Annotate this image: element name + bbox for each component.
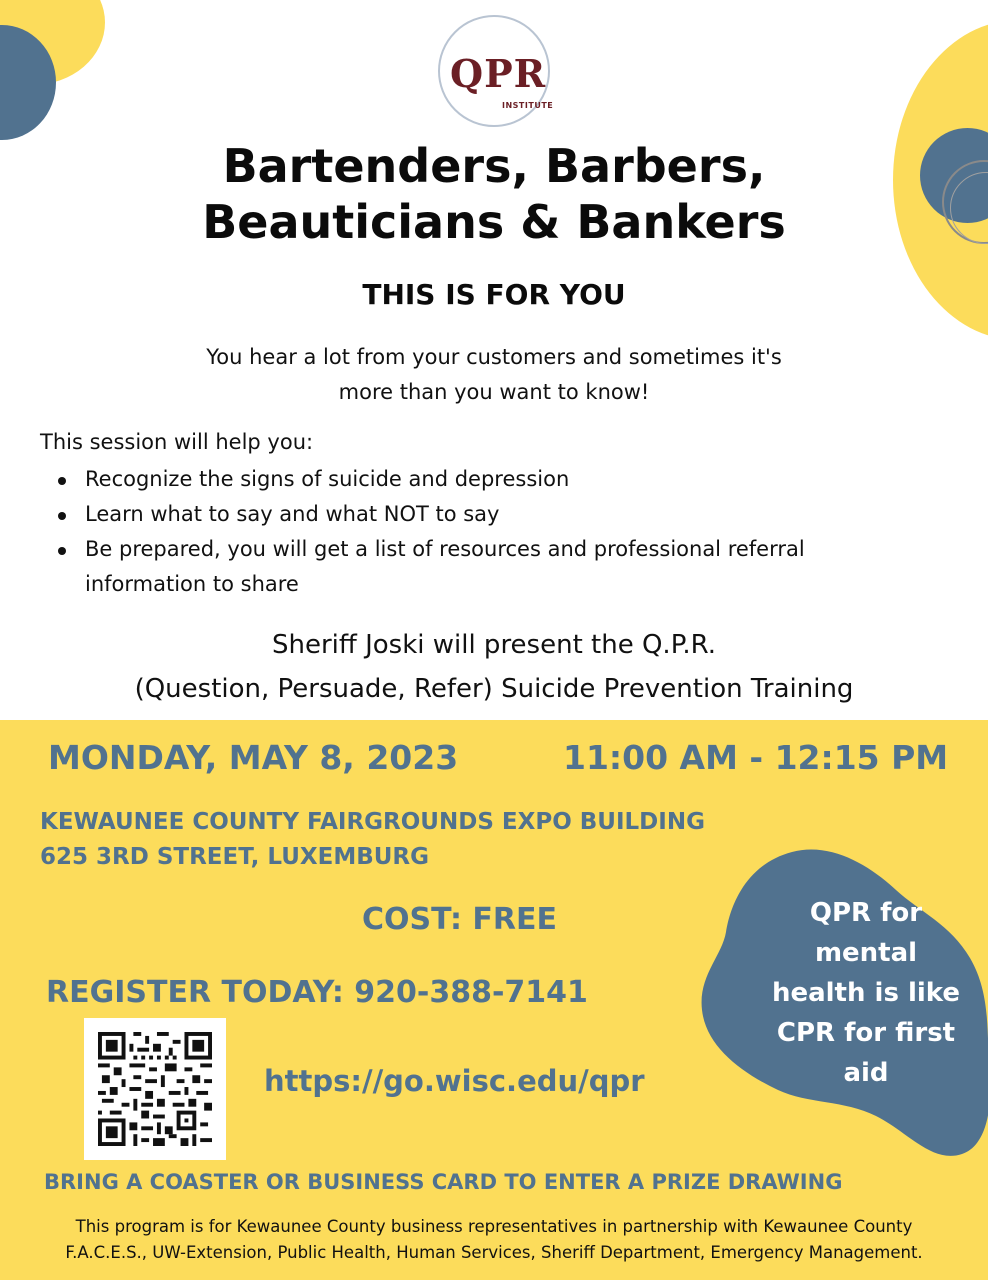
callout-line: CPR for first bbox=[776, 1018, 956, 1048]
event-time: 11:00 AM - 12:15 PM bbox=[563, 738, 949, 777]
presenter-text bbox=[0, 623, 988, 711]
bullet-item: Recognize the signs of suicide and depression bbox=[58, 462, 878, 497]
bullet-item: Be prepared, you will get a list of resources and professional referral information to share bbox=[58, 532, 878, 602]
venue-address: 625 3RD STREET, LUXEMBURG bbox=[40, 844, 430, 870]
callout-line: aid bbox=[843, 1058, 889, 1088]
page-title bbox=[0, 138, 988, 250]
presenter-line: Sheriff Joski will present the Q.P.R. bbox=[272, 630, 716, 660]
footer-partners bbox=[0, 1214, 988, 1266]
intro-line: more than you want to know! bbox=[338, 380, 650, 404]
register-phone: REGISTER TODAY: 920-388-7141 bbox=[46, 975, 588, 1010]
event-cost: COST: FREE bbox=[362, 902, 557, 937]
logo-main-text: QPR bbox=[450, 51, 547, 96]
presenter-line: (Question, Persuade, Refer) Suicide Prevention Training bbox=[134, 674, 854, 704]
qr-code-graphic bbox=[98, 1032, 212, 1146]
qr-code-icon[interactable] bbox=[84, 1018, 226, 1160]
intro-line: You hear a lot from your customers and sometimes it's bbox=[206, 345, 782, 369]
event-venue bbox=[40, 805, 705, 875]
prize-drawing-note: BRING A COASTER OR BUSINESS CARD TO ENTER A PRIZE DRAWING bbox=[44, 1170, 843, 1194]
page-subtitle: THIS IS FOR YOU bbox=[362, 278, 626, 311]
callout-line: mental bbox=[814, 938, 918, 968]
bullet-item: Learn what to say and what NOT to say bbox=[58, 497, 878, 532]
title-line: Beauticians & Bankers bbox=[202, 195, 786, 249]
venue-name: KEWAUNEE COUNTY FAIRGROUNDS EXPO BUILDING bbox=[40, 809, 705, 835]
event-date: MONDAY, MAY 8, 2023 bbox=[48, 738, 459, 777]
callout-line: health is like bbox=[771, 978, 961, 1008]
callout-text bbox=[756, 893, 976, 1093]
logo-sub-text: INSTITUTE bbox=[502, 101, 554, 110]
session-bullet-list bbox=[58, 462, 878, 602]
footer-line: F.A.C.E.S., UW-Extension, Public Health, Human Services, Sheriff Department, Emergency Management. bbox=[65, 1243, 923, 1262]
intro-text bbox=[0, 340, 988, 410]
footer-line: This program is for Kewaunee County business representatives in partnership with Kewaunee County bbox=[75, 1217, 913, 1236]
session-lead: This session will help you: bbox=[40, 430, 314, 454]
callout-line: QPR for bbox=[809, 898, 923, 928]
qpr-institute-logo bbox=[438, 15, 556, 125]
registration-link[interactable]: https://go.wisc.edu/qpr bbox=[264, 1064, 645, 1098]
title-line: Bartenders, Barbers, bbox=[222, 139, 766, 193]
